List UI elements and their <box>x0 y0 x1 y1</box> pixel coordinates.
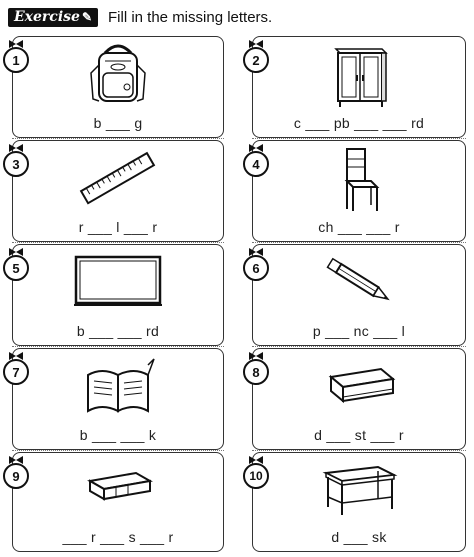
instruction-text: Fill in the missing letters. <box>108 8 273 26</box>
word-with-blanks[interactable]: c ___ pb ___ ___ rd <box>293 115 425 131</box>
exercise-item-6 <box>252 244 466 346</box>
schoolbag-icon <box>83 43 153 109</box>
exercise-item-10 <box>249 452 466 552</box>
exercise-badge: Exercise ✎ <box>8 8 98 27</box>
item-number-badge: 7 <box>3 359 29 385</box>
exercise-item-2 <box>252 36 466 138</box>
divider <box>252 450 466 451</box>
item-number-badge: 5 <box>3 255 29 281</box>
divider <box>12 138 224 139</box>
item-number-badge: 6 <box>243 255 269 281</box>
book-icon <box>78 355 158 417</box>
exercise-item-3 <box>12 140 224 242</box>
pencil-icon <box>319 251 399 311</box>
divider <box>12 450 224 451</box>
word-with-blanks[interactable]: b ___ g <box>93 115 143 131</box>
item-number-badge: 2 <box>243 47 269 73</box>
item-number-badge: 4 <box>243 151 269 177</box>
board-icon <box>70 251 166 311</box>
item-number-badge: 3 <box>3 151 29 177</box>
exercise-item-1 <box>12 36 224 138</box>
item-number-badge: 9 <box>3 463 29 489</box>
eraser-icon <box>76 459 160 515</box>
pencil-mark-icon: ✎ <box>81 9 92 24</box>
item-number-badge: 1 <box>3 47 29 73</box>
exercise-item-7 <box>12 348 224 450</box>
divider <box>252 242 466 243</box>
exercise-item-5 <box>12 244 224 346</box>
desk-icon <box>316 459 402 519</box>
item-number-badge: 8 <box>243 359 269 385</box>
word-with-blanks[interactable]: r ___ l ___ r <box>78 219 158 235</box>
divider <box>252 346 466 347</box>
divider <box>252 138 466 139</box>
word-with-blanks[interactable]: p ___ nc ___ l <box>312 323 406 339</box>
worksheet-header <box>8 6 272 28</box>
duster-icon <box>317 355 401 415</box>
word-with-blanks[interactable]: b ___ ___ k <box>79 427 157 443</box>
word-with-blanks[interactable]: ch ___ ___ r <box>318 219 400 235</box>
exercise-item-4 <box>252 140 466 242</box>
exercise-item-9 <box>12 452 224 552</box>
word-with-blanks[interactable]: d ___ st ___ r <box>314 427 404 443</box>
word-with-blanks[interactable]: d ___ sk <box>331 529 387 545</box>
divider <box>12 242 224 243</box>
ruler-icon <box>78 147 158 209</box>
word-with-blanks[interactable]: b ___ ___ rd <box>76 323 160 339</box>
item-number-badge: 10 <box>243 463 269 489</box>
divider <box>12 346 224 347</box>
cupboard-icon <box>324 43 394 109</box>
exercise-item-8 <box>252 348 466 450</box>
word-with-blanks[interactable]: ___ r ___ s ___ r <box>62 529 174 545</box>
chair-icon <box>327 147 391 213</box>
